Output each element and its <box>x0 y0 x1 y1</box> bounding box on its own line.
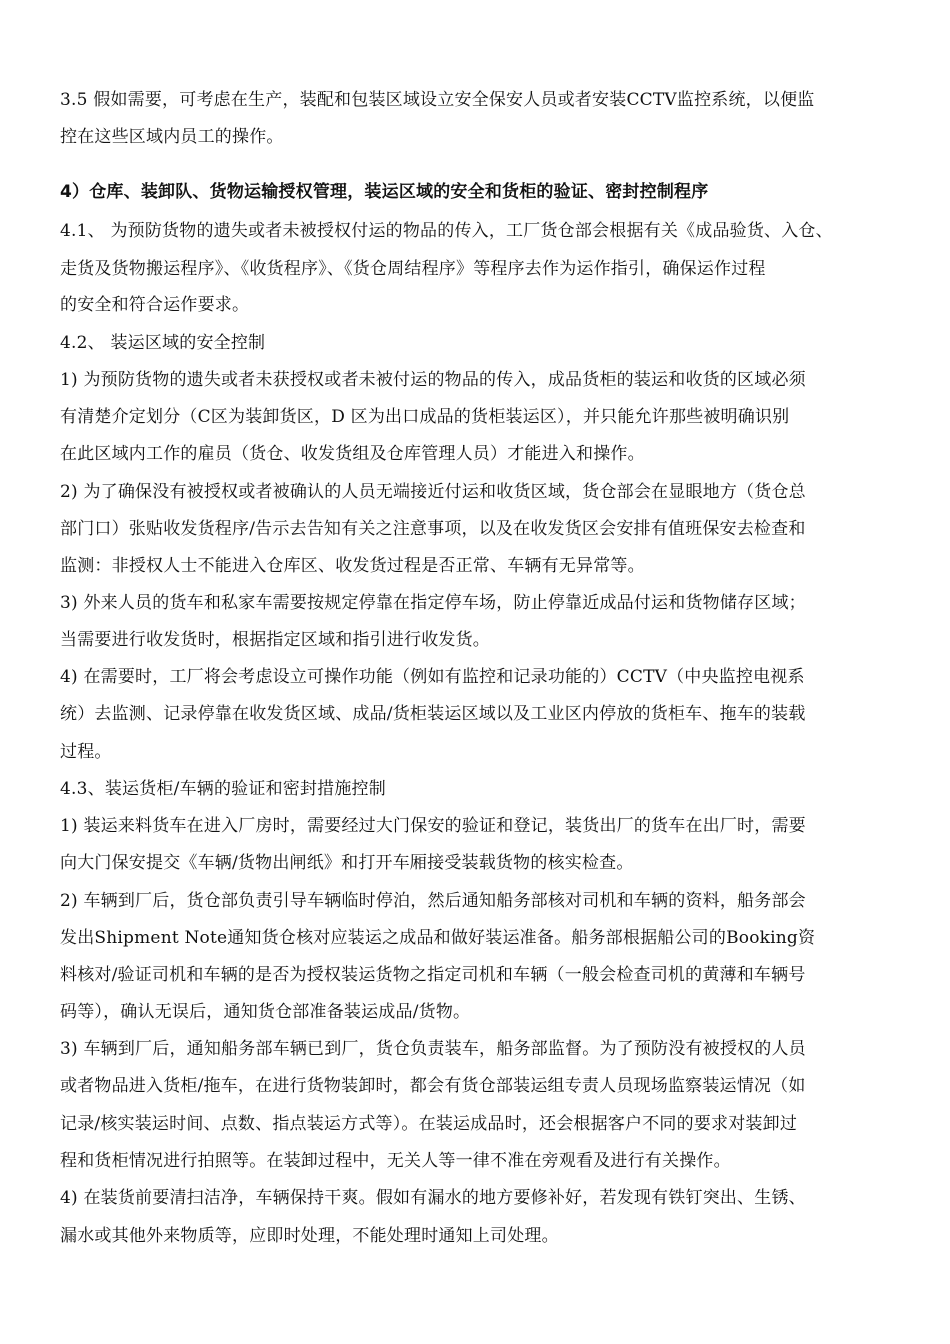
item-4-2-4-line-1: 4) 在需要时，工厂将会考虑设立可操作功能（例如有监控和记录功能的）CCTV（中央监控电视系 <box>60 667 805 687</box>
section-4-heading: 4）仓库、装卸队、货物运输授权管理，装运区域的安全和货柜的验证、密封控制程序 <box>60 182 709 202</box>
paragraph-4-1-line-3: 的安全和符合运作要求。 <box>60 295 250 315</box>
paragraph-3-5-line-1: 3.5 假如需要，可考虑在生产，装配和包装区域设立安全保安人员或者安装CCTV监控系统，以便监 <box>60 90 815 110</box>
item-4-3-2-line-3: 料核对/验证司机和车辆的是否为授权装运货物之指定司机和车辆（一般会检查司机的黄薄和车辆号 <box>60 965 806 985</box>
item-4-2-3-line-2: 当需要进行收发货时，根据指定区域和指引进行收发货。 <box>60 630 490 650</box>
item-4-3-4-line-1: 4) 在装货前要清扫洁净，车辆保持干爽。假如有漏水的地方要修补好，若发现有铁钉突出、生锈、 <box>60 1188 806 1208</box>
item-4-3-1-line-2: 向大门保安提交《车辆/货物出闸纸》和打开车厢接受装载货物的核实检查。 <box>60 853 634 873</box>
item-4-2-1-line-1: 1) 为预防货物的遗失或者未获授权或者未被付运的物品的传入，成品货柜的装运和收货的区域必须 <box>60 370 806 390</box>
subsection-4-2-title: 4.2、 装运区域的安全控制 <box>60 333 266 353</box>
item-4-2-2-line-2: 部门口）张贴收发货程序/告示去告知有关之注意事项，以及在收发货区会安排有值班保安去检查和 <box>60 519 806 539</box>
item-4-3-3-line-2: 或者物品进入货柜/拖车，在进行货物装卸时，都会有货仓部装运组专责人员现场监察装运情况（如 <box>60 1076 806 1096</box>
item-4-2-4-line-2: 统）去监测、记录停靠在收发货区域、成品/货柜装运区域以及工业区内停放的货柜车、拖车的装载 <box>60 704 806 724</box>
item-4-3-2-line-1: 2) 车辆到厂后，货仓部负责引导车辆临时停泊，然后通知船务部核对司机和车辆的资料，船务部会 <box>60 891 806 911</box>
item-4-2-3-line-1: 3) 外来人员的货车和私家车需要按规定停靠在指定停车场，防止停靠近成品付运和货物储存区域； <box>60 593 806 613</box>
item-4-2-2-line-3: 监测：非授权人士不能进入仓库区、收发货过程是否正常、车辆有无异常等。 <box>60 556 645 576</box>
item-4-3-1-line-1: 1) 装运来料货车在进入厂房时，需要经过大门保安的验证和登记，装货出厂的货车在出厂时，需要 <box>60 816 806 836</box>
paragraph-3-5-line-2: 控在这些区域内员工的操作。 <box>60 127 284 147</box>
item-4-3-3-line-1: 3) 车辆到厂后，通知船务部车辆已到厂，货仓负责装车，船务部监督。为了预防没有被授权的人员 <box>60 1039 806 1059</box>
paragraph-4-1-line-1: 4.1、 为预防货物的遗失或者未被授权付运的物品的传入，工厂货仓部会根据有关《成品验货、入仓、 <box>60 221 833 241</box>
item-4-3-2-line-4: 码等），确认无误后，通知货仓部准备装运成品/货物。 <box>60 1002 471 1022</box>
item-4-2-2-line-1: 2) 为了确保没有被授权或者被确认的人员无端接近付运和收货区域，货仓部会在显眼地方（货仓总 <box>60 482 806 502</box>
subsection-4-3-title: 4.3、装运货柜/车辆的验证和密封措施控制 <box>60 779 386 799</box>
item-4-2-1-line-2: 有清楚介定划分（C区为装卸货区，D 区为出口成品的货柜装运区），并只能允许那些被明确识别 <box>60 407 790 427</box>
item-4-2-1-line-3: 在此区域内工作的雇员（货仓、收发货组及仓库管理人员）才能进入和操作。 <box>60 444 645 464</box>
item-4-3-3-line-3: 记录/核实装运时间、点数、指点装运方式等）。在装运成品时，还会根据客户不同的要求对装卸过 <box>60 1114 798 1134</box>
item-4-3-4-line-2: 漏水或其他外来物质等，应即时处理，不能处理时通知上司处理。 <box>60 1226 559 1246</box>
paragraph-4-1-line-2: 走货及货物搬运程序》、《收货程序》、《货仓周结程序》等程序去作为运作指引，确保运作过程 <box>60 259 766 279</box>
item-4-3-2-line-2: 发出Shipment Note通知货仓核对应装运之成品和做好装运准备。船务部根据船公司的Booking资 <box>60 928 816 948</box>
item-4-3-3-line-4: 程和货柜情况进行拍照等。在装卸过程中，无关人等一律不准在旁观看及进行有关操作。 <box>60 1151 731 1171</box>
item-4-2-4-line-3: 过程。 <box>60 742 112 762</box>
